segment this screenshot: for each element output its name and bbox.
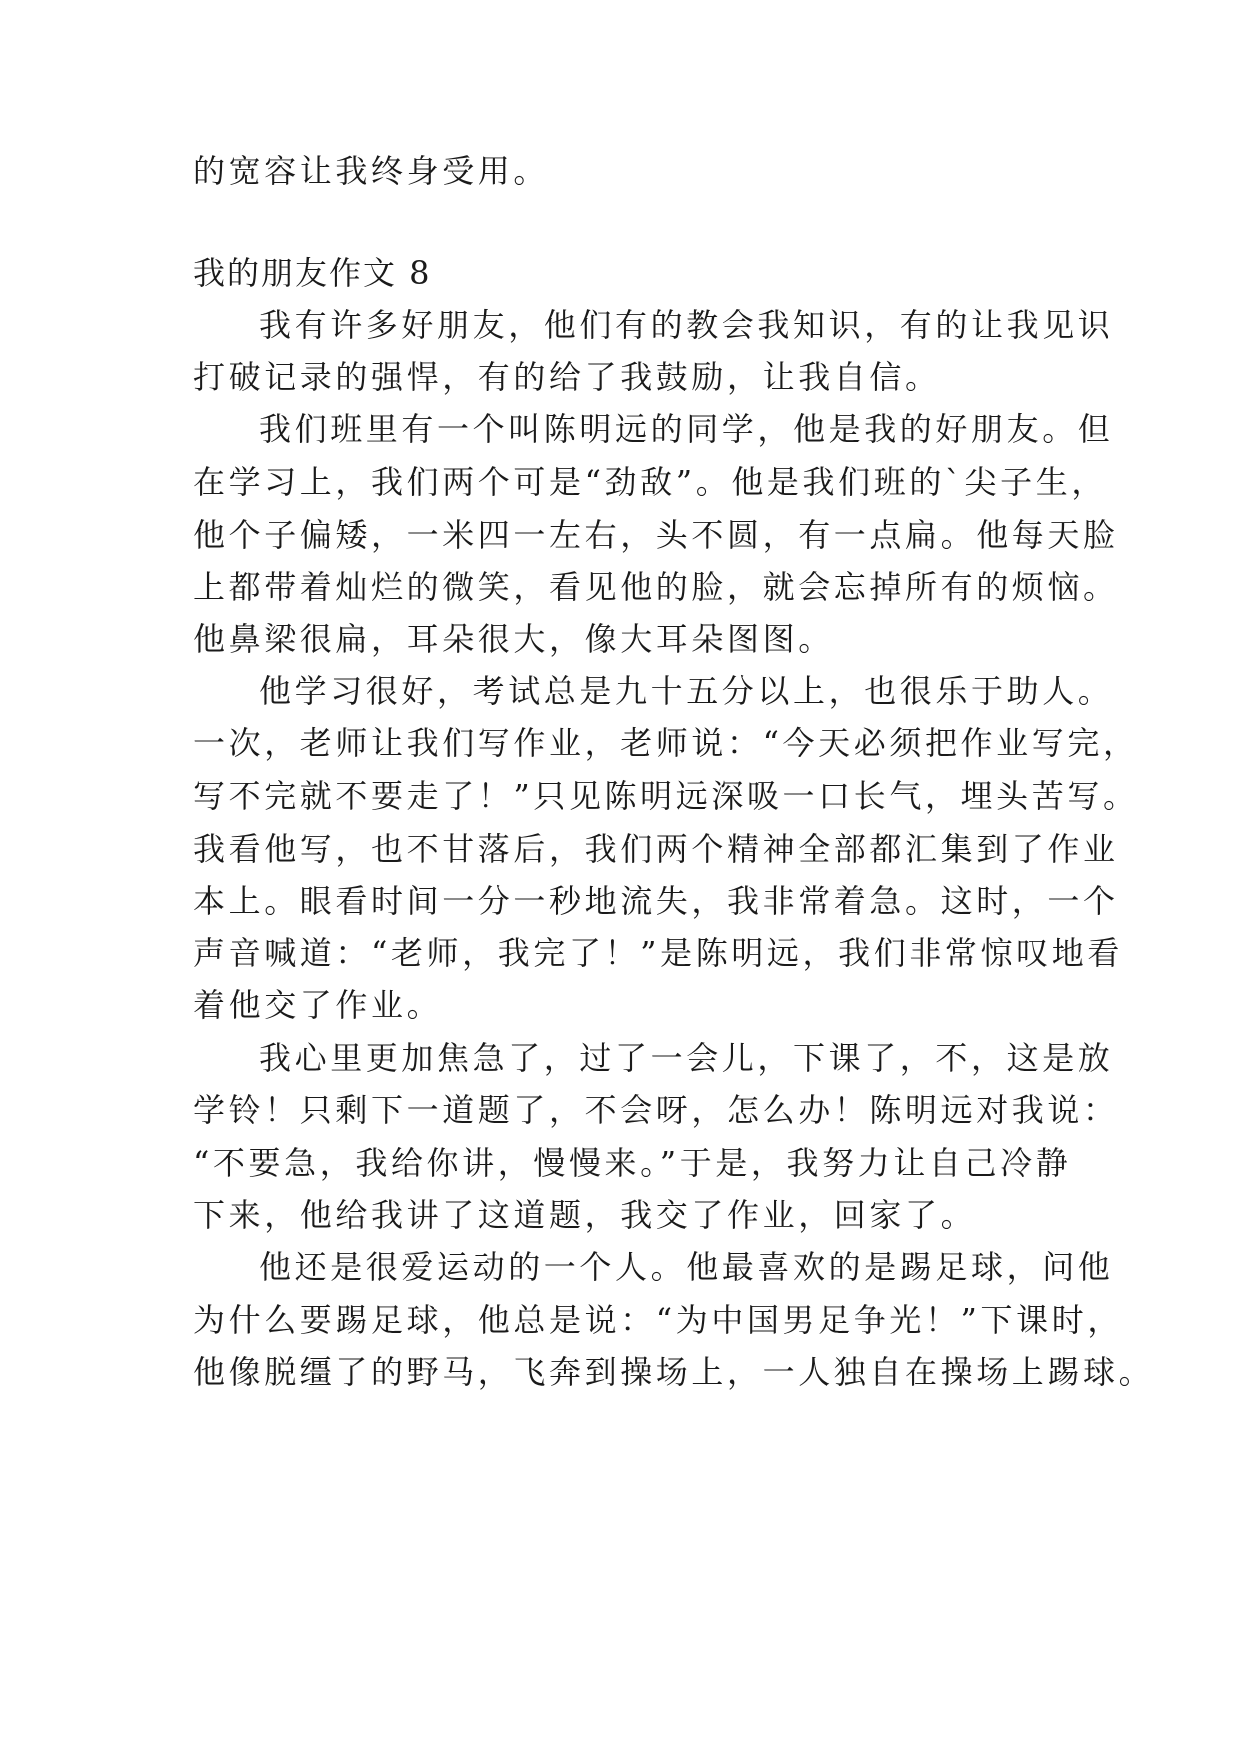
paragraph-line: 下来，他给我讲了这道题，我交了作业，回家了。 [193,1196,977,1234]
paragraph-line: 他学习很好，考试总是九十五分以上，也很乐于助人。 [259,672,1114,710]
paragraph-line: “不要急，我给你讲，慢慢来。”于是，我努力让自己冷静 [193,1144,1072,1182]
paragraph-line: 一次，老师让我们写作业，老师说：“今天必须把作业写完， [193,724,1139,762]
paragraph-line: 他像脱缰了的野马，飞奔到操场上，一人独自在操场上踢球。 [193,1353,1155,1391]
paragraph-line: 写不完就不要走了！”只见陈明远深吸一口长气，埋头苦写。 [193,777,1139,815]
paragraph-line: 本上。眼看时间一分一秒地流失，我非常着急。这时，一个 [193,882,1119,920]
paragraph-line: 在学习上，我们两个可是“劲敌”。他是我们班的`尖子生， [193,463,1107,501]
paragraph-line: 打破记录的强悍，有的给了我鼓励，让我自信。 [193,358,941,396]
paragraph-line: 他鼻梁很扁，耳朵很大，像大耳朵图图。 [193,620,834,658]
paragraph-line: 着他交了作业。 [193,986,443,1024]
paragraph-line: 他还是很爱运动的一个人。他最喜欢的是踢足球，问他 [259,1248,1114,1286]
paragraph-line: 为什么要踢足球，他总是说：“为中国男足争光！”下课时， [193,1301,1123,1339]
paragraph-line: 学铃！只剩下一道题了，不会呀，怎么办！陈明远对我说： [193,1091,1119,1129]
paragraph-line: 声音喊道：“老师，我完了！”是陈明远，我们非常惊叹地看 [193,934,1123,972]
paragraph-line: 上都带着灿烂的微笑，看见他的脸，就会忘掉所有的烦恼。 [193,568,1119,606]
section-title: 我的朋友作文 8 [193,254,432,292]
paragraph-line: 他个子偏矮，一米四一左右，头不圆，有一点扁。他每天脸 [193,516,1119,554]
paragraph-line: 我心里更加焦急了，过了一会儿，下课了，不，这是放 [259,1039,1114,1077]
carryover-line: 的宽容让我终身受用。 [193,152,550,190]
paragraph-line: 我看他写，也不甘落后，我们两个精神全部都汇集到了作业 [193,830,1119,868]
paragraph-line: 我们班里有一个叫陈明远的同学，他是我的好朋友。但 [259,410,1114,448]
paragraph-line: 我有许多好朋友，他们有的教会我知识，有的让我见识 [259,306,1114,344]
